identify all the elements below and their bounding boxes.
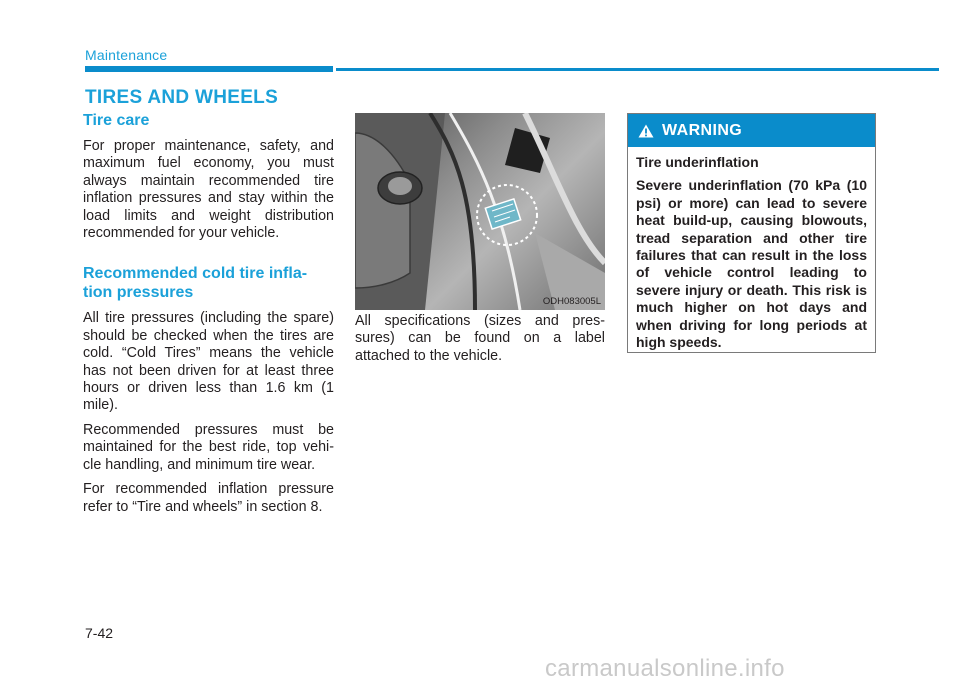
header-rule-dark	[85, 66, 333, 72]
warning-text: Severe underinflation (70 kPa (10 psi) or more) can lead to severe heat build-up, causing blowouts, tread separation and other tire failures that can result in the loss of vehicle control leading to severe injury or death. This risk is much higher on hot days and when driving for long periods at high speeds.	[636, 177, 867, 351]
door-pillar-illustration	[355, 113, 605, 310]
section-label: Maintenance	[85, 47, 168, 63]
paragraph-maintained-pressures: Recommended pressures must be maintained for the best ride, top vehi-cle handling, and minimum tire wear.	[83, 421, 334, 473]
figure-code: ODH083005L	[542, 296, 601, 307]
warning-body	[628, 147, 875, 351]
warning-box	[627, 113, 876, 353]
middle-column	[355, 313, 605, 372]
header-rule-light	[336, 68, 939, 71]
warning-header	[628, 114, 875, 147]
label-location-paragraph: All specifications (sizes and pres-sures) can be found on a label attached to the vehicle.	[355, 313, 605, 364]
tire-label-location-figure	[355, 113, 605, 310]
tire-care-paragraph: For proper maintenance, safety, and maximum fuel economy, you must always maintain recommended tire inflation pressures and stay within the load limits and weight distribution recommended for your vehicle.	[83, 138, 334, 242]
tire-care-heading: Tire care	[83, 112, 150, 129]
warning-label: WARNING	[662, 121, 743, 139]
page-number: 7-42	[85, 625, 114, 641]
warning-triangle-icon	[638, 124, 654, 138]
cold-tire-pressures-heading: Recommended cold tire infla-tion pressures	[83, 265, 308, 302]
chapter-title: TIRES AND WHEELS	[85, 87, 279, 108]
left-column	[83, 111, 334, 523]
warning-heading: Tire underinflation	[636, 154, 759, 170]
paragraph-cold-tires: All tire pressures (including the spare) should be checked when the tires are cold. “Cold Tires” means the vehicle has not been driven for at least three hours or driven less than 1.6 km (1 mile).	[83, 310, 334, 414]
watermark: carmanualsonline.info	[545, 655, 785, 682]
paragraph-refer-section: For recommended inflation pressure refer to “Tire and wheels” in section 8.	[83, 481, 334, 515]
